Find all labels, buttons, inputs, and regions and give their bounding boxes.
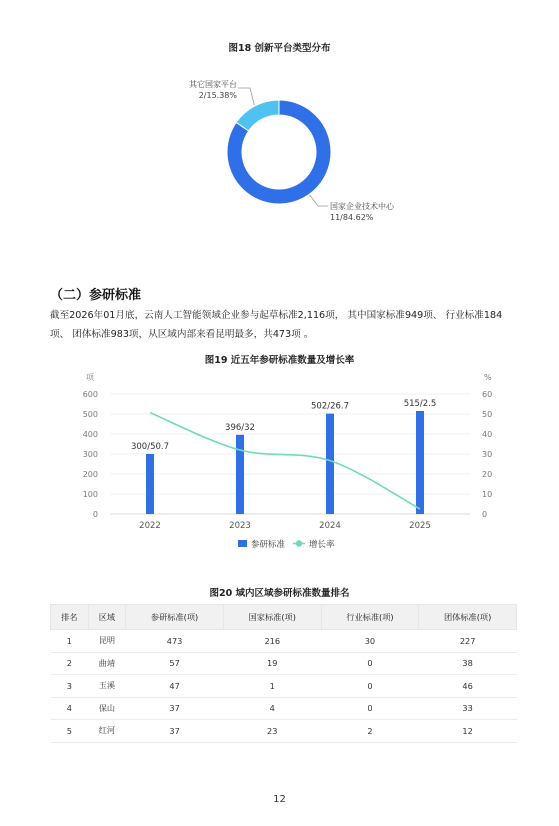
x-tick-label: 2022 (139, 521, 161, 531)
x-tick-label: 2024 (319, 521, 341, 531)
slice-label-value: 2/15.38% (198, 91, 237, 100)
y-left-tick-label: 600 (82, 390, 98, 399)
bar-data-label: 515/2.5 (403, 399, 437, 409)
bar-data-label: 502/26.7 (310, 401, 350, 412)
cell-total: 47 (126, 675, 224, 698)
bar (236, 435, 244, 514)
bar (146, 454, 154, 514)
cell-national: 19 (223, 652, 321, 675)
fig19-title: 图19 近五年参研标准数量及增长率 (204, 355, 355, 366)
cell-group: 46 (419, 675, 517, 698)
cell-industry: 0 (321, 675, 419, 698)
fig18-title: 图18 创新平台类型分布 (228, 43, 331, 54)
leader-line (310, 195, 328, 206)
page-number: 12 (273, 794, 286, 805)
table-header-row (51, 605, 517, 630)
legend-swatch-bars (238, 540, 247, 547)
section-heading: （二）参研标准 (50, 288, 142, 303)
cell-group: 33 (419, 697, 517, 720)
table-row (51, 697, 517, 720)
bar (416, 411, 424, 514)
y-left-tick-label: 400 (82, 430, 98, 439)
fig19-combo-chart (0, 368, 559, 558)
y-right-unit-label: % (484, 373, 492, 382)
cell-group: 12 (419, 720, 517, 743)
slice-label-name: 国家企业技术中心 (330, 202, 394, 211)
y-right-tick-label: 10 (482, 490, 493, 499)
cell-region: 保山 (88, 697, 126, 720)
cell-region: 红河 (88, 720, 126, 743)
col-header-total: 参研标准(项) (126, 605, 224, 630)
cell-total: 473 (126, 630, 224, 653)
col-header-industry: 行业标准(项) (321, 605, 419, 630)
y-left-tick-label: 100 (82, 490, 98, 499)
col-header-region: 区域 (88, 605, 126, 630)
fig20-title: 图20 域内区域参研标准数量排名 (209, 588, 350, 599)
cell-group: 227 (419, 630, 517, 653)
bar-data-label: 300/50.7 (130, 442, 170, 452)
cell-region: 玉溪 (88, 675, 126, 698)
y-right-tick-label: 30 (482, 450, 493, 459)
cell-industry: 0 (321, 652, 419, 675)
cell-rank: 4 (51, 697, 89, 720)
cell-total: 37 (126, 697, 224, 720)
cell-industry: 30 (321, 630, 419, 653)
bar-data-label: 396/32 (225, 422, 255, 433)
cell-industry: 0 (321, 697, 419, 720)
cell-total: 57 (126, 652, 224, 675)
cell-national: 1 (223, 675, 321, 698)
cell-national: 4 (223, 697, 321, 720)
cell-group: 38 (419, 652, 517, 675)
fig18-donut-chart (0, 60, 559, 240)
cell-region: 曲靖 (88, 652, 126, 675)
cell-rank: 1 (51, 630, 89, 653)
y-left-tick-label: 300 (82, 450, 98, 459)
y-left-tick-label: 500 (82, 410, 98, 419)
growth-rate-line (150, 413, 420, 509)
cell-national: 23 (223, 720, 321, 743)
cell-rank: 3 (51, 675, 89, 698)
y-right-tick-label: 20 (482, 470, 493, 479)
cell-industry: 2 (321, 720, 419, 743)
slice-label-name: 其它国家平台 (189, 80, 237, 89)
ranking-table (50, 604, 517, 743)
x-tick-label: 2023 (229, 521, 251, 531)
table-row (51, 630, 517, 653)
section-paragraph: 截至2026年01月底，云南人工智能领域企业参与起草标准2,116项， 其中国家标准949项、 行业标准184项、 团体标准983项，从区域内部来看昆明最多，共473项 。 (50, 310, 503, 340)
cell-rank: 5 (51, 720, 89, 743)
table-row (51, 652, 517, 675)
y-right-tick-label: 40 (482, 430, 493, 439)
table-row (51, 720, 517, 743)
bar (326, 414, 334, 514)
y-right-tick-label: 60 (482, 390, 493, 399)
table-row (51, 675, 517, 698)
y-right-tick-label: 50 (482, 410, 493, 419)
y-right-tick-label: 0 (482, 510, 488, 519)
col-header-group: 团体标准(项) (419, 605, 517, 630)
x-tick-label: 2025 (409, 521, 431, 531)
slice-label-value: 11/84.62% (330, 213, 374, 222)
y-left-tick-label: 0 (92, 510, 98, 519)
cell-rank: 2 (51, 652, 89, 675)
legend-label-bars: 参研标准 (251, 540, 286, 550)
legend-label-line: 增长率 (309, 540, 335, 550)
y-left-tick-label: 200 (82, 470, 98, 479)
cell-national: 216 (223, 630, 321, 653)
cell-region: 昆明 (88, 630, 126, 653)
legend-marker-line (296, 540, 302, 546)
cell-total: 37 (126, 720, 224, 743)
leader-line (238, 88, 254, 105)
col-header-rank: 排名 (51, 605, 89, 630)
y-left-unit-label: 项 (86, 373, 94, 382)
col-header-national: 国家标准(项) (223, 605, 321, 630)
